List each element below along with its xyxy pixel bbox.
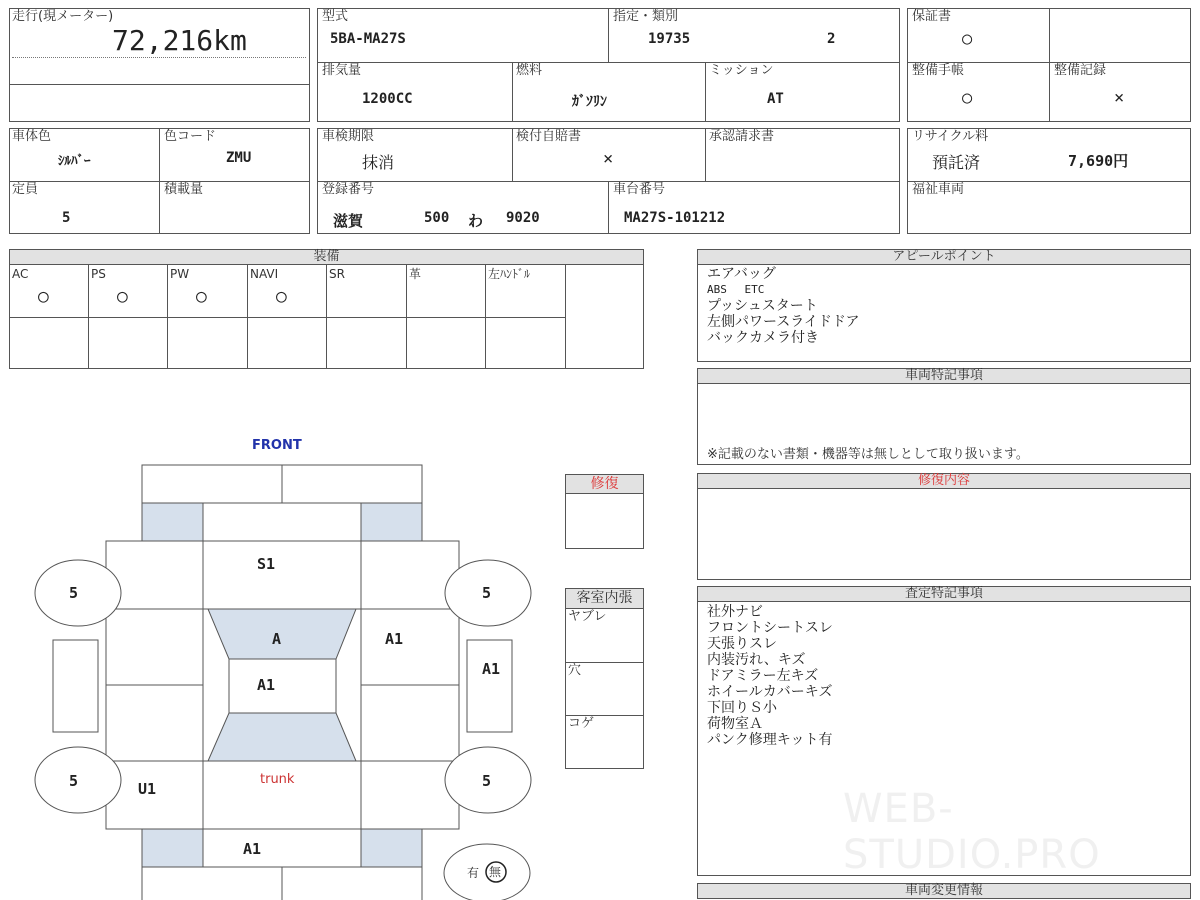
displacement-label: 排気量	[322, 63, 362, 78]
vehicle-change-header: 車両変更情報	[697, 883, 1191, 899]
interior-row-hole: 穴	[568, 663, 582, 678]
appeal-header: アピールポイント	[697, 249, 1191, 265]
model-value: 5BA-MA27S	[330, 31, 406, 47]
equipment-mark-ac: ○	[38, 286, 49, 307]
front-label: FRONT	[252, 438, 302, 453]
equipment-mark-pw: ○	[196, 286, 207, 307]
appeal-line: エアバッグ	[707, 266, 776, 282]
color-code-value: ZMU	[226, 150, 252, 166]
mileage-value: 72,216km	[112, 24, 247, 57]
equipment-label-leather: 革	[409, 267, 422, 281]
welfare-label: 福祉車両	[912, 182, 965, 197]
assessment-line: 内装汚れ、キズ	[707, 652, 806, 668]
registration-label: 登録番号	[322, 182, 375, 197]
capacity-label: 定員	[12, 182, 39, 197]
equipment-label-ps: PS	[91, 267, 106, 281]
assessment-line: 天張りスレ	[707, 636, 777, 652]
designation-number: 19735	[648, 31, 691, 47]
liability-insurance-label: 検付自賠書	[516, 129, 582, 144]
recycle-amount: 7,690円	[1068, 152, 1129, 170]
appeal-line: ABS ETC	[707, 283, 765, 296]
capacity-value: 5	[62, 210, 71, 226]
equipment-header: 装備	[9, 249, 644, 265]
assessment-line: 下回りＳ小	[707, 700, 777, 716]
mileage-label: 走行(現メーター)	[12, 9, 114, 24]
equipment-label-sr: SR	[329, 267, 345, 281]
appeal-line: 左側パワースライドドア	[707, 314, 860, 330]
mark-right-side: A1	[482, 660, 501, 678]
assessment-line: フロントシートスレ	[707, 620, 833, 636]
maintenance-record-label: 整備記録	[1054, 63, 1107, 78]
tire-front-left: 5	[69, 584, 79, 602]
equipment-label-left-handle: 左ﾊﾝﾄﾞﾙ	[488, 267, 531, 281]
equipment-label-pw: PW	[170, 267, 190, 281]
transmission-label: ミッション	[709, 63, 774, 78]
maintenance-book-label: 整備手帳	[912, 63, 965, 78]
appeal-line: バックカメラ付き	[707, 330, 819, 346]
appeal-line: プッシュスタート	[707, 298, 818, 314]
mark-rear-bumper: A1	[243, 840, 262, 858]
interior-row-tear: ヤブレ	[568, 609, 607, 624]
registration-region: 滋賀	[333, 212, 364, 230]
watermark: WEB-STUDIO.PRO	[843, 786, 1101, 878]
vehicle-notes-header: 車両特記事項	[697, 368, 1191, 384]
fuel-value: ｶﾞｿﾘﾝ	[572, 94, 607, 110]
fuel-label: 燃料	[516, 63, 543, 78]
designation-label: 指定・類別	[613, 9, 679, 24]
assessment-line: 荷物室Ａ	[707, 716, 763, 732]
assessment-line: ドアミラー左キズ	[707, 668, 819, 684]
assessment-header: 査定特記事項	[697, 586, 1191, 602]
registration-number: 9020	[506, 210, 540, 226]
approval-request-label: 承認請求書	[709, 129, 775, 144]
vehicle-notes-footnote: ※記載のない書類・機器等は無しとして取り扱います。	[707, 447, 1029, 462]
equipment-label-navi: NAVI	[250, 267, 279, 281]
designation-category: 2	[827, 31, 836, 47]
tire-rear-left: 5	[69, 772, 79, 790]
maintenance-record-value: ×	[1114, 88, 1125, 108]
inspection-value: 抹消	[362, 153, 395, 172]
mark-roof: A1	[257, 676, 276, 694]
liability-insurance-value: ×	[603, 149, 614, 169]
inspection-label: 車検期限	[322, 129, 375, 144]
interior-row-burn: コゲ	[568, 716, 595, 731]
equipment-mark-navi: ○	[276, 286, 287, 307]
spare-tire-yes: 有	[467, 866, 480, 880]
body-color-label: 車体色	[12, 129, 52, 144]
equipment-label-ac: AC	[12, 267, 29, 281]
chassis-value: MA27S-101212	[624, 210, 726, 226]
tire-rear-right: 5	[482, 772, 492, 790]
model-label: 型式	[322, 9, 349, 24]
mark-windshield: A	[272, 630, 282, 648]
mark-left-rear-door: U1	[138, 780, 157, 798]
warranty-label: 保証書	[912, 9, 952, 24]
mark-hood: S1	[257, 555, 276, 573]
equipment-mark-ps: ○	[117, 286, 128, 307]
mark-right-front-door: A1	[385, 630, 404, 648]
trunk-label: trunk	[260, 772, 295, 787]
interior-header: 客室内張	[565, 588, 644, 609]
recycle-status: 預託済	[932, 153, 981, 172]
color-code-label: 色コード	[164, 129, 217, 144]
repair-content-header: 修復内容	[697, 473, 1191, 489]
transmission-value: AT	[767, 91, 784, 107]
recycle-label: リサイクル料	[912, 129, 989, 144]
assessment-line: 社外ナビ	[707, 604, 763, 620]
chassis-label: 車台番号	[613, 182, 666, 197]
registration-kana: わ	[468, 212, 484, 230]
body-color-value: ｼﾙﾊﾞｰ	[58, 154, 91, 169]
maintenance-book-value: ○	[962, 88, 973, 108]
assessment-line: パンク修理キット有	[707, 732, 833, 748]
displacement-value: 1200CC	[362, 91, 413, 107]
repair-box-header: 修復	[565, 474, 644, 494]
registration-class: 500	[424, 210, 450, 226]
assessment-line: ホイールカバーキズ	[707, 684, 833, 700]
spare-tire-no: 無	[489, 865, 502, 879]
tire-front-right: 5	[482, 584, 492, 602]
load-capacity-label: 積載量	[164, 182, 204, 197]
warranty-value: ○	[962, 29, 973, 49]
